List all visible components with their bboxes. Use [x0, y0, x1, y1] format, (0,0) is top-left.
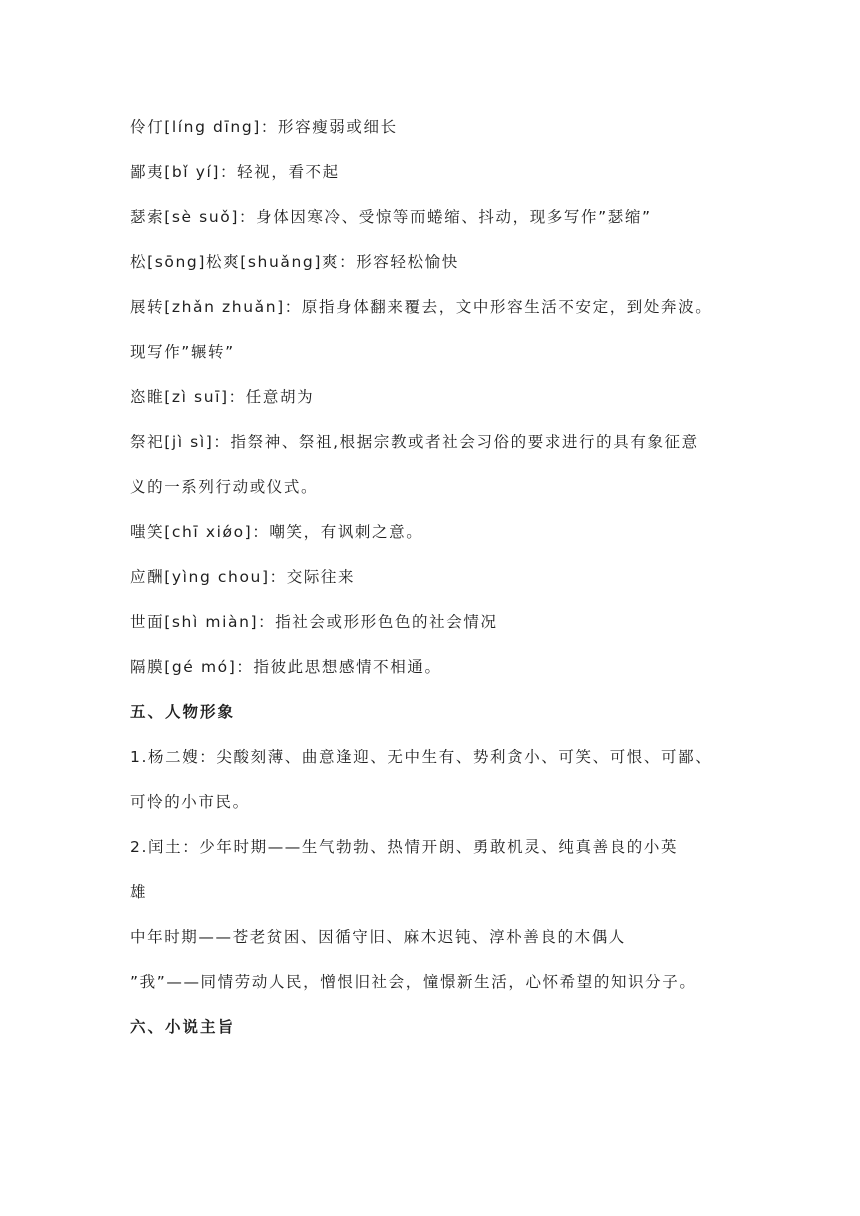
- vocab-line-jisi-cont: 义的一系列行动或仪式。: [130, 478, 319, 496]
- vocab-line-zhanzhuan-cont: 现写作”辗转”: [130, 343, 235, 361]
- vocab-line-linging: 伶仃[líng dīng]：形容瘦弱或细长: [130, 118, 398, 136]
- character-line-runtu-middle-age: 中年时期——苍老贫困、因循守旧、麻木迟钝、淳朴善良的木偶人: [130, 928, 626, 946]
- vocab-line-yingchou: 应酬[yìng chou]：交际往来: [130, 568, 356, 586]
- vocab-line-zhanzhuan: 展转[zhǎn zhuǎn]：原指身体翻来覆去，文中形容生活不安定，到处奔波。: [130, 298, 713, 316]
- vocab-line-songshuang: 松[sōng]松爽[shuǎng]爽：形容轻松愉快: [130, 253, 459, 271]
- document-body: [130, 110, 735, 1055]
- vocab-line-zisui: 恣睢[zì suī]：任意胡为: [130, 388, 315, 406]
- character-line-yang: 1.杨二嫂：尖酸刻薄、曲意逢迎、无中生有、势利贪小、可笑、可恨、可鄙、: [130, 748, 713, 766]
- character-line-yang-cont: 可怜的小市民。: [130, 793, 250, 811]
- section-heading-characters: 五、人物形象: [130, 703, 236, 721]
- character-line-narrator: ”我”——同情劳动人民，憎恨旧社会，憧憬新生活，心怀希望的知识分子。: [130, 973, 697, 991]
- vocab-line-shimian: 世面[shì miàn]：指社会或形形色色的社会情况: [130, 613, 498, 631]
- vocab-line-chixiao: 嗤笑[chī xiǿo]：嘲笑，有讽刺之意。: [130, 523, 424, 541]
- section-heading-theme: 六、小说主旨: [130, 1018, 236, 1036]
- character-line-runtu-cont: 雄: [130, 883, 148, 901]
- vocab-line-sesuo: 瑟索[sè suǒ]：身体因寒冷、受惊等而蜷缩、抖动，现多写作”瑟缩”: [130, 208, 652, 226]
- vocab-line-jisi: 祭祀[jì sì]：指祭神、祭祖,根据宗教或者社会习俗的要求进行的具有象征意: [130, 433, 699, 451]
- vocab-line-biyi: 鄙夷[bǐ yí]：轻视，看不起: [130, 163, 340, 181]
- character-line-runtu: 2.闰土：少年时期——生气勃勃、热情开朗、勇敢机灵、纯真善良的小英: [130, 838, 679, 856]
- vocab-line-gemo: 隔膜[gé mó]：指彼此思想感情不相通。: [130, 658, 442, 676]
